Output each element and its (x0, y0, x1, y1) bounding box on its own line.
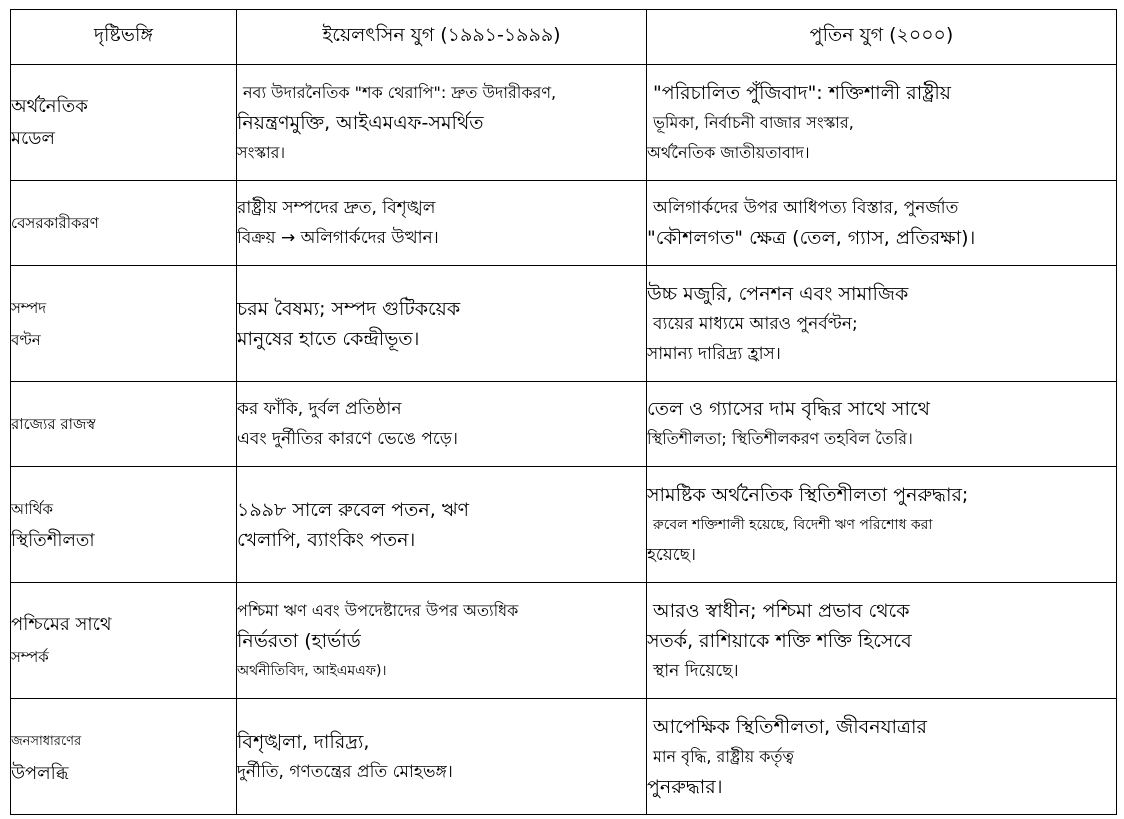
aspect-text: মডেল (11, 127, 55, 149)
table-row (11, 699, 1117, 815)
cell-line: ভূমিকা, নির্বাচনী বাজার সংস্কার, (653, 112, 854, 132)
cell-line: বিক্রয় → অলিগার্কদের উত্থান। (237, 228, 439, 248)
putin-cell (647, 266, 1117, 382)
yeltsin-cell (237, 65, 647, 181)
table-row (11, 467, 1117, 583)
aspect-text: পশ্চিমের সাথে (11, 613, 112, 635)
putin-cell (647, 699, 1117, 815)
cell-line: এবং দুর্নীতির কারণে ভেঙে পড়ে। (237, 429, 458, 449)
row-aspect-cell (11, 382, 237, 467)
cell-line: হয়েছে। (647, 544, 696, 565)
cell-line: উচ্চ মজুরি, পেনশন এবং সামাজিক (647, 282, 909, 305)
cell-line: অর্থনৈতিক জাতীয়তাবাদ। (647, 142, 810, 162)
aspect-text: রাজ্যের রাজস্ব (11, 415, 96, 433)
aspect-text: জনসাধারণের (11, 733, 82, 749)
aspect-text: সম্পদ (11, 298, 47, 317)
cell-line: সামষ্টিক অর্থনৈতিক স্থিতিশীলতা পুনরুদ্ধার; (647, 483, 969, 506)
cell-line: "পরিচালিত পুঁজিবাদ": শক্তিশালী রাষ্ট্রীয় (653, 81, 951, 104)
yeltsin-cell (237, 382, 647, 467)
cell-line: ব্যয়ের মাধ্যমে আরও পুনর্বণ্টন; (653, 313, 858, 334)
cell-line: নিয়ন্ত্রণমুক্তি, আইএমএফ-সমর্থিত (237, 111, 484, 134)
table-row (11, 583, 1117, 699)
putin-cell (647, 467, 1117, 583)
cell-line: অলিগার্কদের উপর আধিপত্য বিস্তার, পুনর্জাত (653, 198, 959, 218)
cell-line: বিশৃঙ্খলা, দারিদ্র্য, (237, 730, 370, 753)
aspect-text: সম্পর্ক (11, 647, 49, 666)
cell-line: মানুষের হাতে কেন্দ্রীভূত। (237, 327, 420, 350)
yeltsin-cell (237, 266, 647, 382)
cell-line: চরম বৈষম্য; সম্পদ গুটিকয়েক (237, 297, 461, 320)
yeltsin-cell (237, 467, 647, 583)
cell-line: আপেক্ষিক স্থিতিশীলতা, জীবনযাত্রার (653, 715, 927, 738)
cell-line: আরও স্বাধীন; পশ্চিমা প্রভাব থেকে (653, 599, 910, 622)
putin-cell (647, 65, 1117, 181)
aspect-text: স্থিতিশীলতা (11, 529, 95, 551)
aspect-text: আর্থিক (11, 499, 53, 518)
cell-line: সামান্য দারিদ্র্য হ্রাস। (647, 343, 781, 364)
yeltsin-cell (237, 583, 647, 699)
header-aspect: দৃষ্টিভঙ্গি (11, 10, 237, 65)
cell-line: নব্য উদারনৈতিক "শক থেরাপি": দ্রুত উদারীকরণ, (243, 82, 557, 102)
cell-line: রুবেল শক্তিশালী হয়েছে, বিদেশী ঋণ পরিশোধ করা (653, 516, 933, 533)
cell-line: অর্থনীতিবিদ, আইএমএফ)। (237, 662, 387, 679)
putin-cell (647, 181, 1117, 266)
cell-line: নির্ভরতা (হার্ভার্ড (237, 629, 361, 652)
row-aspect-cell (11, 266, 237, 382)
yeltsin-cell (237, 181, 647, 266)
cell-line: রাষ্ট্রীয় সম্পদের দ্রুত, বিশৃঙ্খল (237, 198, 436, 218)
row-aspect-cell (11, 181, 237, 266)
table-row (11, 65, 1117, 181)
cell-line: দুর্নীতি, গণতন্ত্রের প্রতি মোহভঙ্গ। (237, 761, 453, 782)
cell-line: তেল ও গ্যাসের দাম বৃদ্ধির সাথে সাথে (647, 398, 930, 420)
aspect-text: বণ্টন (11, 330, 41, 349)
cell-line: সতর্ক, রাশিয়াকে শক্তি শক্তি হিসেবে (647, 629, 912, 652)
table-header-row (11, 10, 1117, 65)
cell-line: পুনরুদ্ধার। (647, 775, 723, 798)
row-aspect-cell (11, 699, 237, 815)
header-yeltsin-era: ইয়েলৎসিন যুগ (১৯৯১-১৯৯৯) (237, 10, 647, 65)
putin-cell (647, 382, 1117, 467)
row-aspect-cell (11, 583, 237, 699)
cell-line: সংস্কার। (237, 142, 286, 162)
putin-cell (647, 583, 1117, 699)
cell-line: স্থিতিশীলতা; স্থিতিশীলকরণ তহবিল তৈরি। (647, 429, 913, 448)
table-row (11, 266, 1117, 382)
table-row (11, 382, 1117, 467)
cell-line: ১৯৯৮ সালে রুবেল পতন, ঋণ (237, 498, 470, 521)
row-aspect-cell (11, 65, 237, 181)
cell-line: কর ফাঁকি, দুর্বল প্রতিষ্ঠান (237, 399, 402, 419)
table-row (11, 181, 1117, 266)
aspect-text: উপলব্ধি (11, 762, 69, 784)
aspect-text: বেসরকারীকরণ (11, 214, 99, 232)
aspect-text: অর্থনৈতিক (11, 95, 88, 117)
cell-line: স্থান দিয়েছে। (653, 660, 739, 681)
cell-line: পশ্চিমা ঋণ এবং উপদেষ্টাদের উপর অত্যধিক (237, 600, 519, 620)
cell-line: "কৌশলগত" ক্ষেত্র (তেল, গ্যাস, প্রতিরক্ষা)। (647, 227, 976, 249)
header-putin-era: পুতিন যুগ (২০০০) (647, 10, 1117, 65)
yeltsin-cell (237, 699, 647, 815)
row-aspect-cell (11, 467, 237, 583)
cell-line: মান বৃদ্ধি, রাষ্ট্রীয় কর্তৃত্ব (653, 746, 794, 766)
comparison-table (10, 9, 1117, 815)
cell-line: খেলাপি, ব্যাংকিং পতন। (237, 528, 416, 551)
